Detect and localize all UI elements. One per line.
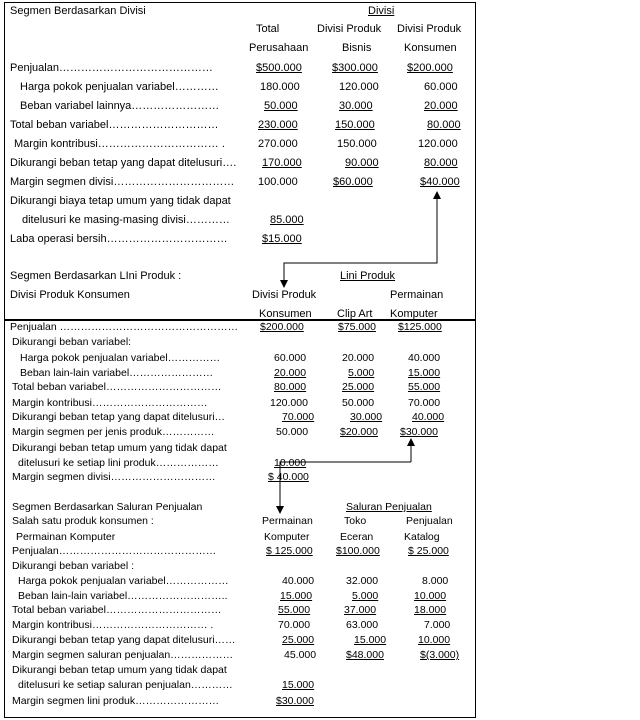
section-subtitle: Salah satu produk konsumen : (12, 515, 154, 527)
row-value: 10.000 (418, 634, 451, 646)
row-value: 20.000 (342, 352, 375, 364)
fixed-common-label: Dikurangi beban tetap umum yang tidak dapat (12, 664, 227, 676)
row-label: Margin kontribusi…………………………… . (14, 138, 225, 150)
section-subtitle: Permainan Komputer (16, 531, 116, 543)
col-konsumen-head: Konsumen (404, 42, 457, 54)
row-value: 7.000 (424, 619, 451, 631)
row-value: 5.000 (352, 590, 379, 602)
row-value: 80.000 (427, 119, 461, 131)
row-value: 120.000 (339, 81, 379, 93)
row-value: 120.000 (270, 397, 308, 409)
saluran-header: Saluran Penjualan (346, 501, 432, 513)
line-margin-label: Margin segmen lini produk…………………… (12, 695, 220, 707)
row-value: 32.000 (346, 575, 379, 587)
fixed-common-label: Dikurangi biaya tetap umum yang tidak dapat (10, 195, 231, 207)
section-title: Segmen Berdasarkan LIni Produk : (10, 270, 182, 282)
row-value: $20.000 (340, 426, 378, 438)
sales-value: $125.000 (398, 321, 442, 333)
sales-value: $100.000 (336, 545, 380, 557)
col-clipart-head: Clip Art (337, 308, 373, 320)
row-value: $300.000 (332, 62, 378, 74)
row-value: 60.000 (424, 81, 458, 93)
row-value: 80.000 (274, 381, 307, 393)
divisi-header: Divisi (368, 5, 395, 17)
row-value: $(3.000) (420, 649, 460, 661)
row-value: 25.000 (282, 634, 315, 646)
row-value: 70.000 (278, 619, 311, 631)
col-toko-head: Toko (344, 515, 367, 527)
row-value: $500.000 (256, 62, 302, 74)
row-value: 15.000 (408, 367, 441, 379)
row-value: 30.000 (350, 411, 383, 423)
col-katalog-head: Penjualan (406, 515, 453, 527)
row-value: 120.000 (418, 138, 458, 150)
row-value: 18.000 (414, 604, 447, 616)
col-bisnis-head: Bisnis (342, 42, 372, 54)
row-value: 37.000 (344, 604, 377, 616)
row-value: 270.000 (258, 138, 298, 150)
sales-value: $200.000 (260, 321, 304, 333)
col-total-head: Konsumen (259, 308, 312, 320)
row-value: 45.000 (284, 649, 317, 661)
row-label: Total beban variabel………………………… (10, 119, 219, 131)
section-title: Segmen Berdasarkan Saluran Penjualan (12, 501, 203, 513)
col-permainan-head: Permainan (390, 289, 444, 301)
row-label: Margin kontribusi…………………………… (12, 397, 208, 409)
row-label: Dikurangi beban tetap yang dapat ditelusuri… (12, 411, 226, 423)
row-value: 50.000 (276, 426, 309, 438)
row-value: 55.000 (408, 381, 441, 393)
row-value: 63.000 (346, 619, 379, 631)
row-value: 50.000 (342, 397, 375, 409)
col-katalog-head: Katalog (404, 531, 440, 543)
row-value: 230.000 (258, 119, 298, 131)
row-value: $40.000 (420, 176, 460, 188)
fixed-common-value: 10.000 (274, 457, 307, 469)
sales-label: Penjualan …………………………………………… (10, 321, 239, 333)
fixed-common-value: 85.000 (270, 214, 304, 226)
row-value: 30.000 (339, 100, 373, 112)
sales-value: $ 25.000 (408, 545, 449, 557)
row-value: 70.000 (408, 397, 441, 409)
row-value: 80.000 (424, 157, 458, 169)
row-value: 20.000 (274, 367, 307, 379)
row-value: 100.000 (258, 176, 298, 188)
row-label: Total beban variabel…………………………… (12, 381, 222, 393)
row-value: 90.000 (345, 157, 379, 169)
row-value: 60.000 (274, 352, 307, 364)
row-label: Beban variabel lainnya…………………… (20, 100, 220, 112)
sales-value: $ 125.000 (266, 545, 313, 557)
row-label: Penjualan…………………………………… (10, 62, 213, 74)
line-margin-value: $30.000 (276, 695, 314, 707)
fixed-common-label: ditelusuri ke masing-masing divisi………… (22, 214, 230, 226)
col-total-head: Total (256, 23, 280, 35)
col-konsumen-head: Divisi Produk (397, 23, 462, 35)
sales-value: $75.000 (338, 321, 376, 333)
col-total-head: Divisi Produk (252, 289, 317, 301)
row-value: 170.000 (262, 157, 302, 169)
row-value: 40.000 (408, 352, 441, 364)
row-value: 5.000 (348, 367, 375, 379)
var-head: Dikurangi beban variabel: (12, 336, 132, 348)
fixed-common-value: 15.000 (282, 679, 315, 691)
row-value: $60.000 (333, 176, 373, 188)
net-income-label: Laba operasi bersih…………………………… (10, 233, 228, 245)
row-label: Beban lain-lain variabel…………………… (20, 367, 214, 379)
row-label: Margin segmen per jenis produk…………… (12, 426, 215, 438)
net-income-value: $15.000 (262, 233, 302, 245)
row-value: 15.000 (280, 590, 313, 602)
row-value: 180.000 (260, 81, 300, 93)
division-margin-label: Margin segmen divisi………………………… (12, 471, 216, 483)
col-total-head: Komputer (264, 531, 310, 543)
fixed-common-label: ditelusuri ke setiap saluran penjualan………… (18, 679, 233, 691)
row-value: $200.000 (407, 62, 453, 74)
fixed-common-label: Dikurangi beban tetap umum yang tidak dapat (12, 442, 227, 454)
row-label: Harga pokok penjualan variabel…………… (20, 352, 221, 364)
row-label: Beban lain-lain variabel……………………….. (18, 590, 228, 602)
section-subtitle: Divisi Produk Konsumen (10, 289, 130, 301)
row-label: Harga pokok penjualan variabel……………… (18, 575, 229, 587)
row-label: Margin segmen divisi…………………………… (10, 176, 235, 188)
col-permainan-head: Komputer (390, 308, 438, 320)
section-title: Segmen Berdasarkan Divisi (10, 5, 146, 17)
row-value: 40.000 (282, 575, 315, 587)
col-total-head: Permainan (262, 515, 313, 527)
row-value: 8.000 (422, 575, 449, 587)
col-bisnis-head: Divisi Produk (317, 23, 382, 35)
row-label: Margin kontribusi…………………………… . (12, 619, 214, 631)
row-value: 150.000 (335, 119, 375, 131)
lini-header: Lini Produk (340, 270, 396, 282)
row-value: $48.000 (346, 649, 384, 661)
row-value: $30.000 (400, 426, 438, 438)
row-value: 10.000 (414, 590, 447, 602)
row-label: Dikurangi beban tetap yang dapat ditelusuri…… (12, 634, 236, 646)
row-value: 70.000 (282, 411, 315, 423)
row-label: Total beban variabel…………………………… (12, 604, 222, 616)
col-total-head: Perusahaan (249, 42, 309, 54)
row-value: 55.000 (278, 604, 311, 616)
row-value: 20.000 (424, 100, 458, 112)
row-value: 50.000 (264, 100, 298, 112)
row-label: Margin segmen saluran penjualan……………… (12, 649, 234, 661)
row-label: Dikurangi beban tetap yang dapat ditelusuri…. (10, 157, 237, 169)
col-toko-head: Eceran (340, 531, 374, 543)
row-value: 15.000 (354, 634, 387, 646)
row-value: 40.000 (412, 411, 445, 423)
division-margin-value: $ 40.000 (268, 471, 309, 483)
var-head: Dikurangi beban variabel : (12, 560, 134, 572)
row-value: 150.000 (337, 138, 377, 150)
row-label: Harga pokok penjualan variabel………… (20, 81, 219, 93)
sales-label: Penjualan……………………………………… (12, 545, 217, 557)
fixed-common-label: ditelusuri ke setiap lini produk……………… (18, 457, 219, 469)
row-value: 25.000 (342, 381, 375, 393)
